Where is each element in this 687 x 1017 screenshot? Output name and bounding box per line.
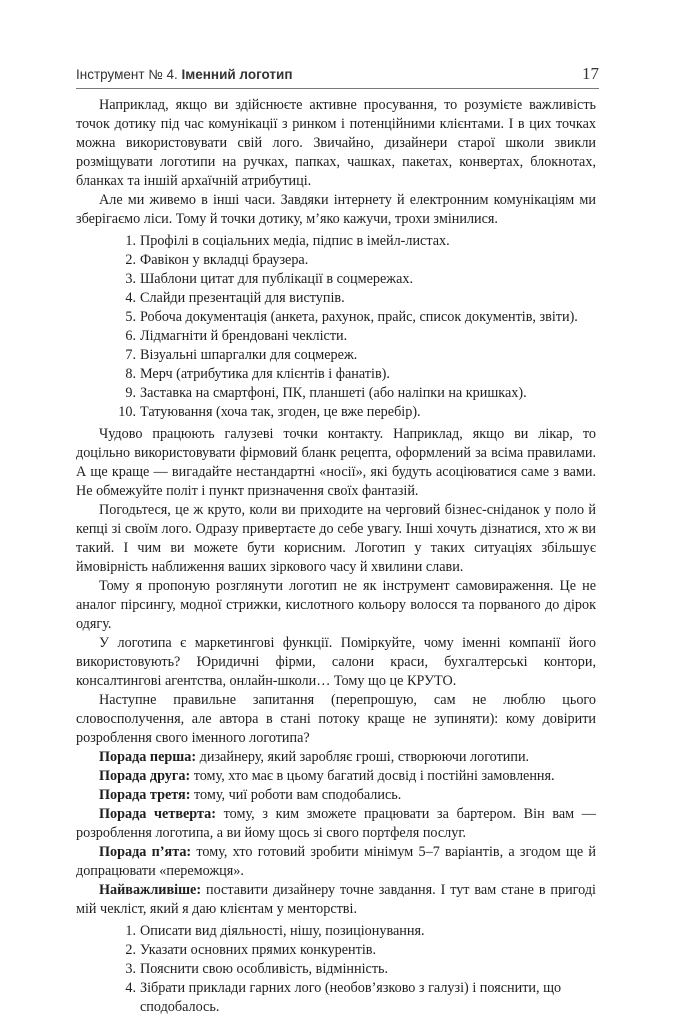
list-number: 1. xyxy=(125,923,136,939)
tip-text: дизайнеру, який заробляє гроші, створюючи логотипи. xyxy=(196,749,530,765)
list-item xyxy=(76,270,596,289)
list-item xyxy=(76,327,596,346)
tip-paragraph xyxy=(76,748,596,767)
list-text: Фавікон у вкладці браузера. xyxy=(140,252,309,268)
paragraph-breakfast: Погодьтеся, це ж круто, коли ви приходите на черговий бізнес-сніданок у поло й кепці зі своїм лого. Одразу привертаєте до себе увагу. Інші хочуть дізнатися, хто ж ви такий. І чим ви можете бути корисним. Логотип у таких ситуаціях збільшує ймовірність наближення ваших зіркового часу й хвилини слави. xyxy=(76,502,596,575)
list-text: Описати вид діяльності, нішу, позиціонування. xyxy=(140,923,425,939)
list-text: Указати основних прямих конкурентів. xyxy=(140,942,377,958)
list-number: 1. xyxy=(125,233,136,249)
list-item xyxy=(76,384,596,403)
list-number: 7. xyxy=(125,347,136,363)
tip-text: тому, хто має в цьому багатий досвід і постійні замовлення. xyxy=(190,768,555,784)
list-number: 10. xyxy=(118,404,136,420)
tip-text: тому, чиї роботи вам сподобались. xyxy=(190,787,402,803)
list-number: 3. xyxy=(125,961,136,977)
list-item xyxy=(76,232,596,251)
list-number: 9. xyxy=(125,385,136,401)
list-text: Робоча документація (анкета, рахунок, прайс, список документів, звіти). xyxy=(140,309,578,325)
tip-label: Порада перша: xyxy=(99,749,197,765)
list-text: Шаблони цитат для публікації в соцмережах. xyxy=(140,271,414,287)
list-item xyxy=(76,289,596,308)
list-item xyxy=(76,403,596,422)
list-text: Візуальні шпаргалки для соцмереж. xyxy=(140,347,358,363)
list-number: 4. xyxy=(125,290,136,306)
list-number: 5. xyxy=(125,309,136,325)
list-number: 8. xyxy=(125,366,136,382)
list-text: Пояснити свою особливість, відмінність. xyxy=(140,961,389,977)
touchpoints-list xyxy=(76,232,596,422)
tip-label: Порада четверта: xyxy=(99,806,216,822)
chapter-section: Інструмент № 4. xyxy=(76,67,178,82)
list-text: Зібрати приклади гарних лого (необов’язково з галузі) і пояснити, що сподобалось. xyxy=(140,980,562,1015)
list-item xyxy=(76,365,596,384)
chapter-name: Іменний логотип xyxy=(181,67,293,82)
list-item xyxy=(76,922,596,941)
tip-label: Порада третя: xyxy=(99,787,191,803)
list-number: 2. xyxy=(125,252,136,268)
tip-paragraph xyxy=(76,786,596,805)
tip-paragraph xyxy=(76,843,596,881)
list-item xyxy=(76,251,596,270)
list-item xyxy=(76,941,596,960)
list-number: 2. xyxy=(125,942,136,958)
tip-paragraph xyxy=(76,767,596,786)
tip-label: Найважливіше: xyxy=(99,882,202,898)
list-text: Профілі в соціальних медіа, підпис в імейл-листах. xyxy=(140,233,450,249)
page-body xyxy=(76,96,596,1017)
list-text: Татуювання (хоча так, згоден, це вже перебір). xyxy=(140,404,421,420)
tip-text: поставити дизайнеру точне завдання. І тут вам стане в пригоді мій чекліст, який я даю клієнтам у менторстві. xyxy=(76,882,596,917)
page-number: 17 xyxy=(582,64,599,83)
list-text: Мерч (атрибутика для клієнтів і фанатів). xyxy=(140,366,390,382)
tip-label: Порада друга: xyxy=(99,768,191,784)
tip-text: тому, з ким зможете працювати за бартером. Він вам — розроблення логотипа, а ви йому щось зі свого портфеля послуг. xyxy=(76,806,596,841)
list-text: Лідмагніти й брендовані чеклісти. xyxy=(140,328,348,344)
paragraph-touchpoints: Наприклад, якщо ви здійснюєте активне просування, то розумієте важливість точок дотику під час комунікації з ринком і потенційними клієнтами. І в цих точках можна використовувати свій лого. Звичайно, дизайнери старої школи звикли розміщувати логотипи на ручках, папках, чашках, пакетах, конвертах, блокнотах, бланках та іншій архаїчній атрибутиці. xyxy=(76,97,596,189)
tip-text: тому, хто готовий зробити мінімум 5–7 варіантів, а згодом ще й допрацювати «переможця». xyxy=(76,844,596,879)
checklist xyxy=(76,922,596,1017)
list-text: Слайди презентацій для виступів. xyxy=(140,290,345,306)
list-item xyxy=(76,308,596,327)
list-number: 4. xyxy=(125,980,136,996)
paragraph-new-times: Але ми живемо в інші часи. Завдяки інтернету й електронним комунікаціям ми зберігаємо ліси. Тому й точки дотику, м’яко кажучи, трохи змінилися. xyxy=(76,192,596,227)
tip-paragraph xyxy=(76,881,596,919)
paragraph-not-self-expression: Тому я пропоную розглянути логотип не як інструмент самовираження. Це не аналог пірсингу, модної стрижки, кислотного кольору волосся та порваного до дірок одягу. xyxy=(76,578,596,632)
tip-paragraph xyxy=(76,805,596,843)
paragraph-who-to-trust: Наступне правильне запитання (перепрошую, сам не люблю цього словосполучення, але автора в стані потоку краще не зупиняти): кому довірити розроблення свого іменного логотипа? xyxy=(76,692,596,746)
list-item xyxy=(76,979,596,1017)
tip-label: Порада п’ята: xyxy=(99,844,192,860)
paragraph-industry-touchpoints: Чудово працюють галузеві точки контакту. Наприклад, якщо ви лікар, то доцільно використовувати фірмовий бланк рецепта, оформлений за всіма правилами. А ще краще — вигадайте нестандартні «носії», які будуть асоціюватися саме з вами. Не обмежуйте політ і пункт призначення своїх фантазій. xyxy=(76,426,596,499)
running-header xyxy=(76,64,599,89)
list-item xyxy=(76,960,596,979)
paragraph-marketing-functions: У логотипа є маркетингові функції. Поміркуйте, чому іменні компанії його використовують? Юридичні фірми, салони краси, бухгалтерські контори, консалтингові агентства, онлайн-школи… Тому що це КРУТО. xyxy=(76,635,596,689)
list-text: Заставка на смартфоні, ПК, планшеті (або наліпки на кришках). xyxy=(140,385,527,401)
list-item xyxy=(76,346,596,365)
chapter-title xyxy=(76,67,293,82)
list-number: 3. xyxy=(125,271,136,287)
list-number: 6. xyxy=(125,328,136,344)
